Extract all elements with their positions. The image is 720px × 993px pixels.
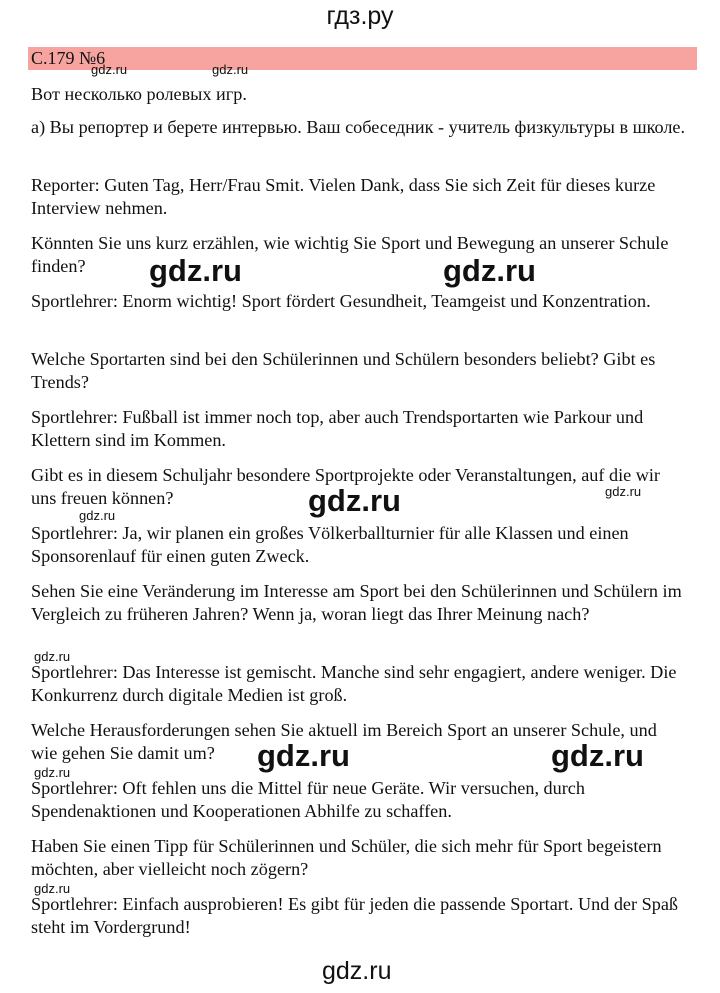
answer-2: Sportlehrer: Fußball ist immer noch top, aber auch Trendsportarten wie Parkour und Klettern sind im Kommen. — [31, 407, 644, 450]
reporter-greeting: Reporter: Guten Tag, Herr/Frau Smit. Vielen Dank, dass Sie sich Zeit für dieses kurze Interview nehmen. — [31, 175, 656, 218]
watermark: gdz.ru — [257, 738, 350, 773]
exercise-number: С.179 №6 — [31, 48, 106, 68]
task-description: а) Вы репортер и берете интервью. Ваш собеседник - учитель физкультуры в школе. — [31, 117, 686, 137]
answer-6: Sportlehrer: Einfach ausprobieren! Es gibt für jeden die passende Sportart. Und der Spaß steht im Vordergrund! — [31, 894, 678, 937]
question-5: Welche Herausforderungen sehen Sie aktuell im Bereich Sport an unserer Schule, und wie gehen Sie damit um? — [31, 720, 657, 763]
watermark: gdz.ru — [79, 508, 116, 523]
footer-watermark: gdz.ru — [322, 957, 392, 985]
answer-3: Sportlehrer: Ja, wir planen ein großes Völkerballturnier für alle Klassen und einen Sponsorenlauf für einen guten Zweck. — [31, 523, 629, 566]
watermark: gdz.ru — [551, 738, 644, 773]
question-1: Könnten Sie uns kurz erzählen, wie wichtig Sie Sport und Bewegung an unserer Schule finden? — [31, 233, 669, 276]
question-4: Sehen Sie eine Veränderung im Interesse am Sport bei den Schülerinnen und Schülern im Vergleich zu früheren Jahren? Wenn ja, woran liegt das Ihrer Meinung nach? — [31, 581, 682, 624]
watermark: gdz.ru — [34, 881, 71, 896]
watermark: gdz.ru — [34, 649, 71, 664]
watermark: gdz.ru — [212, 62, 249, 77]
watermark: gdz.ru — [605, 484, 642, 499]
watermark: gdz.ru — [443, 253, 536, 288]
question-6: Haben Sie einen Tipp für Schülerinnen und Schüler, die sich mehr für Sport begeistern möchten, aber vielleicht noch zögern? — [31, 836, 662, 879]
answer-5: Sportlehrer: Oft fehlen uns die Mittel für neue Geräte. Wir versuchen, durch Spendenaktionen und Kooperationen Abhilfe zu schaffen. — [31, 778, 585, 821]
watermark: gdz.ru — [149, 253, 242, 288]
exercise-header-bar — [28, 47, 697, 70]
answer-4: Sportlehrer: Das Interesse ist gemischt. Manche sind sehr engagiert, andere weniger. Die Konkurrenz durch digitale Medien ist groß. — [31, 662, 677, 705]
watermark: gdz.ru — [308, 483, 401, 518]
watermark: gdz.ru — [91, 62, 128, 77]
site-title: гдз.ру — [326, 2, 394, 30]
intro-text: Вот несколько ролевых игр. — [31, 84, 247, 104]
question-3: Gibt es in diesem Schuljahr besondere Sportprojekte oder Veranstaltungen, auf die wir uns freuen können? — [31, 465, 660, 508]
question-2: Welche Sportarten sind bei den Schülerinnen und Schülern besonders beliebt? Gibt es Trends? — [31, 349, 656, 392]
answer-1: Sportlehrer: Enorm wichtig! Sport fördert Gesundheit, Teamgeist und Konzentration. — [31, 291, 651, 311]
watermark: gdz.ru — [34, 765, 71, 780]
